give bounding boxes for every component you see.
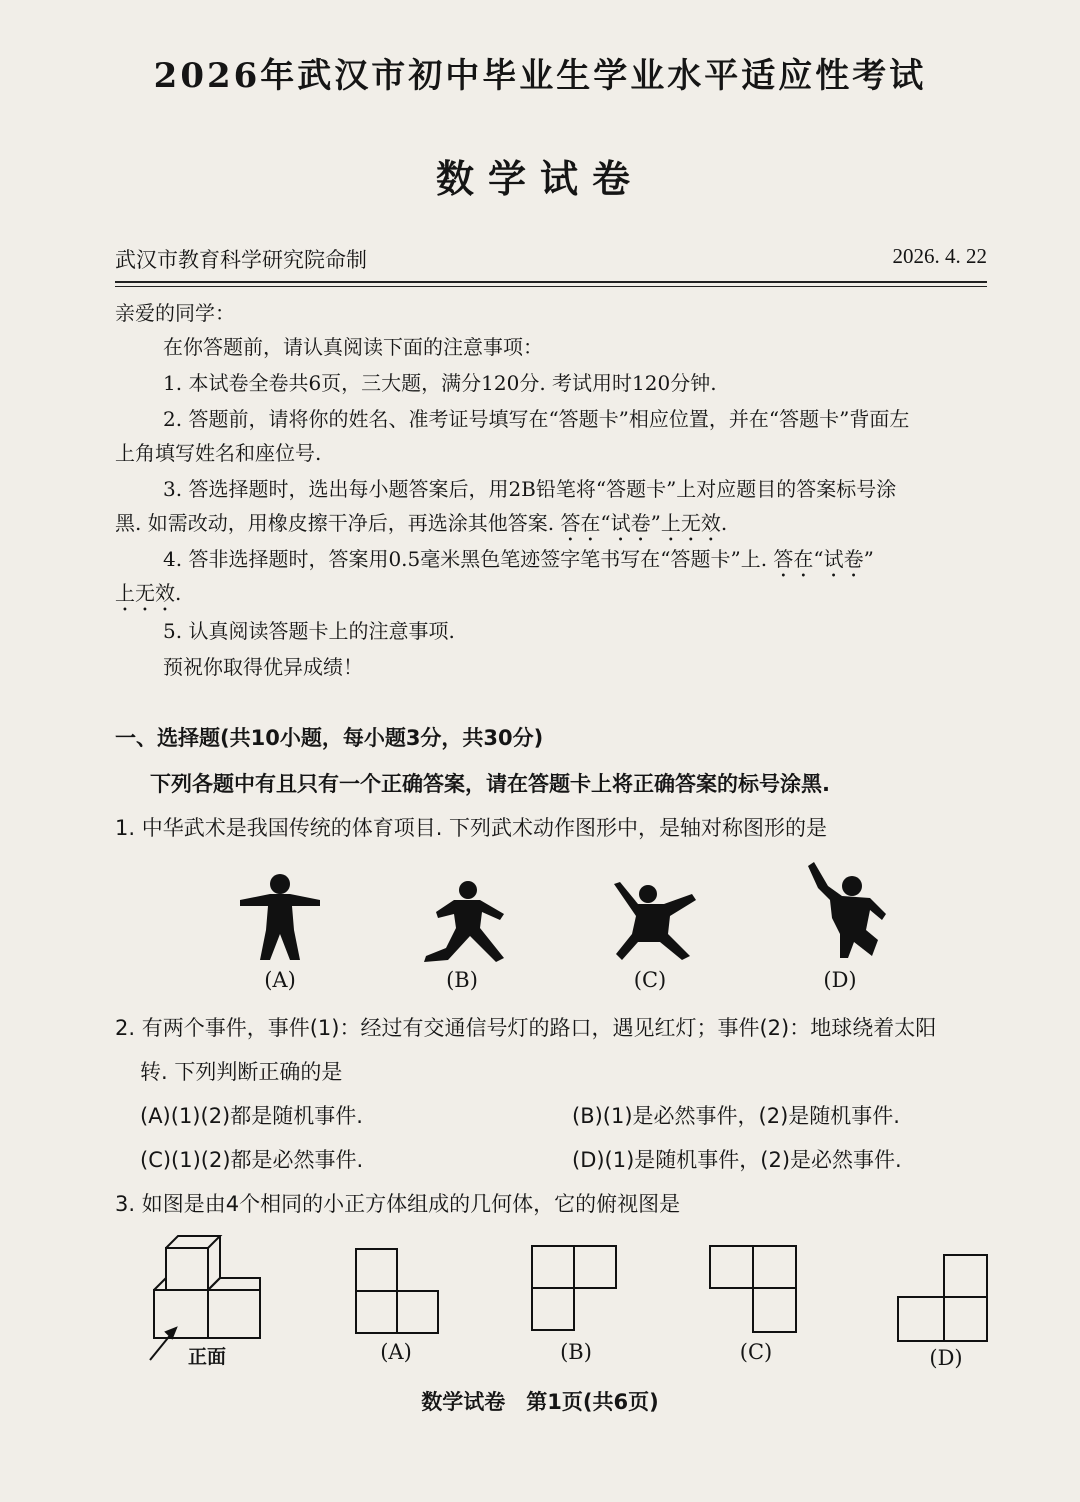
- q2-option-c: (C)(1)(2)都是必然事件.: [140, 1148, 364, 1172]
- q3-stem: 3. 如图是由4个相同的小正方体组成的几何体，它的俯视图是: [115, 1192, 681, 1216]
- issuer: 武汉市教育科学研究院命制: [115, 248, 367, 272]
- q3-label-b: (B): [560, 1340, 592, 1364]
- q3-label-a: (A): [380, 1340, 412, 1364]
- notice-item-1: 1. 本试卷全卷共6页，三大题，满分120分. 考试用时120分钟.: [163, 371, 717, 395]
- header-rule-thin: [115, 286, 987, 287]
- q1-label-a: (A): [264, 968, 296, 992]
- notice-item-2-line1: 2. 答题前，请将你的姓名、准考证号填写在“答题卡”相应位置，并在“答题卡”背面左: [163, 407, 910, 431]
- notice-item-4-text: 4. 答非选择题时，答案用0.5毫米黑色笔迹签字笔书写在“答题卡”上.: [163, 547, 774, 571]
- q3-label-d: (D): [929, 1346, 963, 1370]
- q1-label-c: (C): [633, 968, 667, 992]
- q1-figure-b: [418, 878, 518, 964]
- q1-stem: 1. 中华武术是我国传统的体育项目. 下列武术动作图形中，是轴对称图形的是: [115, 816, 828, 840]
- notice-greeting: 亲爱的同学：: [115, 301, 235, 325]
- notice-item-4-line1: [163, 542, 874, 582]
- q3-front-label: 正面: [188, 1346, 227, 1368]
- q2-option-b: (B)(1)是必然事件，(2)是随机事件.: [572, 1104, 900, 1128]
- header-rule: [115, 281, 987, 283]
- notice-intro: 在你答题前，请认真阅读下面的注意事项：: [163, 335, 543, 359]
- q3-option-b-figure: [530, 1244, 618, 1334]
- notice-item-3-text: 黑. 如需改动，用橡皮擦干净后，再选涂其他答案.: [115, 511, 561, 535]
- notice-item-3-emphasis: 答在“试卷”上无效: [560, 511, 721, 535]
- q3-label-c: (C): [739, 1340, 773, 1364]
- exam-title: 2026年武汉市初中毕业生学业水平适应性考试: [153, 56, 927, 96]
- q3-option-c-figure: [708, 1244, 798, 1336]
- q2-stem-line2: 转. 下列判断正确的是: [140, 1060, 343, 1084]
- q1-figure-d: [800, 860, 900, 964]
- notice-wish: 预祝你取得优异成绩！: [163, 655, 363, 679]
- notice-item-3-line1: 3. 答选择题时，选出每小题答案后，用2B铅笔将“答题卡”上对应题目的答案标号涂: [163, 477, 897, 501]
- exam-date: 2026. 4. 22: [892, 244, 987, 268]
- notice-item-3-period: .: [720, 511, 728, 535]
- q1-figure-a: [230, 872, 330, 964]
- q2-option-d: (D)(1)是随机事件，(2)是必然事件.: [572, 1148, 902, 1172]
- page-footer: 数学试卷 第1页(共6页): [421, 1390, 659, 1414]
- section-1-heading: 一、选择题(共10小题，每小题3分，共30分): [115, 726, 544, 750]
- notice-item-4-period: .: [175, 581, 182, 605]
- paper-subtitle: 数学试卷: [435, 156, 644, 201]
- section-1-instruction: 下列各题中有且只有一个正确答案，请在答题卡上将正确答案的标号涂黑.: [150, 772, 830, 796]
- q1-label-b: (B): [446, 968, 478, 992]
- notice-item-3-line2: [115, 506, 727, 546]
- q2-option-a: (A)(1)(2)都是随机事件.: [140, 1104, 363, 1128]
- q3-option-a-figure: [354, 1247, 440, 1337]
- notice-item-4-emphasis: 答在“试卷”: [773, 547, 874, 571]
- q1-label-d: (D): [823, 968, 857, 992]
- notice-item-4-emphasis-2: 上无效: [115, 581, 175, 605]
- notice-item-5: 5. 认真阅读答题卡上的注意事项.: [163, 619, 455, 643]
- q3-option-d-figure: [896, 1253, 990, 1345]
- notice-item-4-line2: [115, 576, 181, 616]
- q2-stem-line1: 2. 有两个事件，事件(1)：经过有交通信号灯的路口，遇见红灯；事件(2)：地球绕着太阳: [115, 1016, 937, 1040]
- notice-item-2-line2: 上角填写姓名和座位号.: [115, 441, 322, 465]
- q1-figure-c: [608, 876, 708, 964]
